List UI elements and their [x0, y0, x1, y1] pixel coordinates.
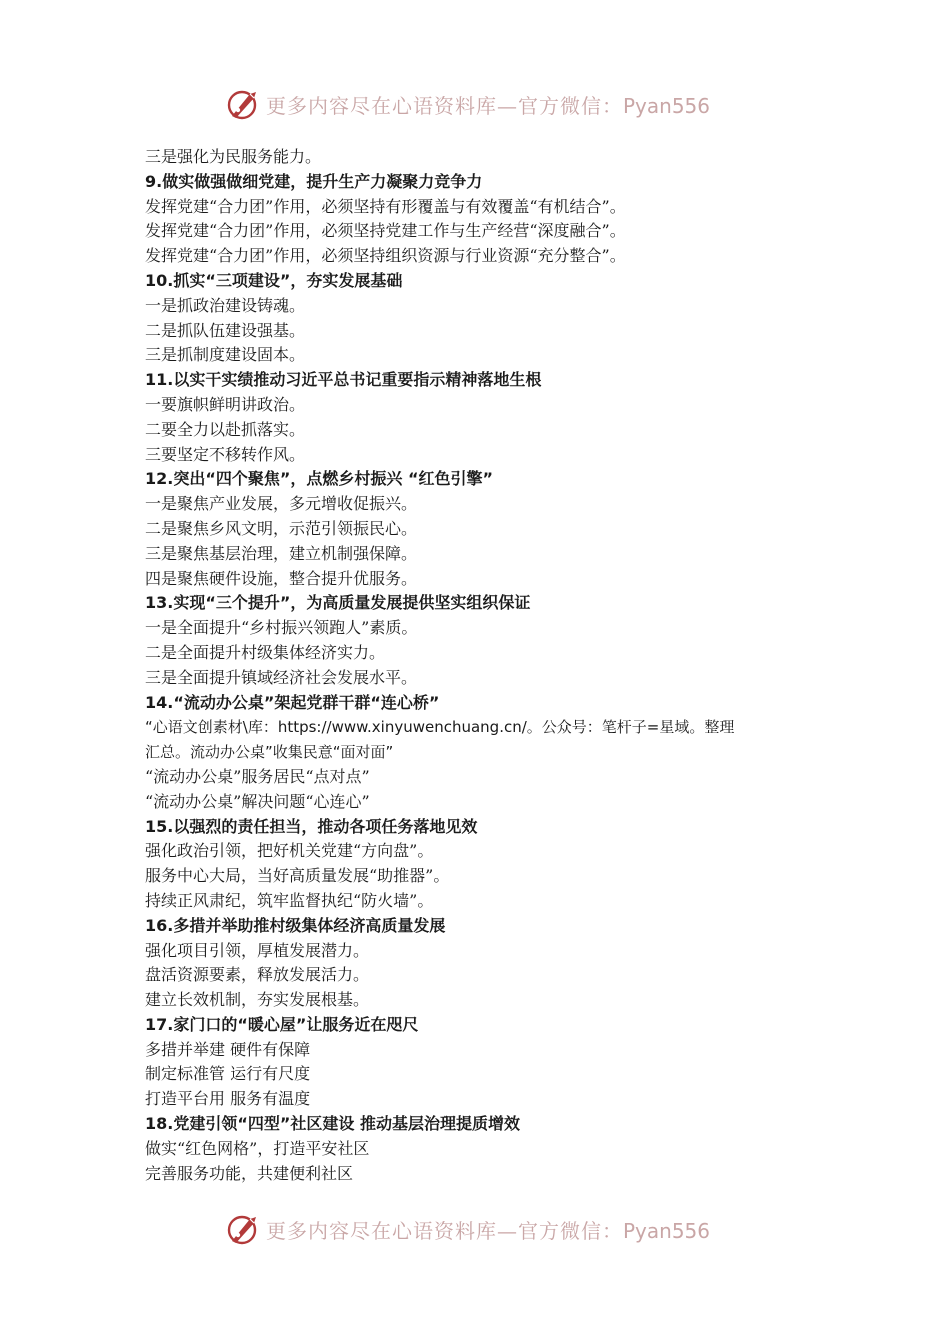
body-line: 三是抓制度建设固本。 — [145, 345, 306, 365]
body-line: 强化项目引领，厚植发展潜力。 — [145, 940, 370, 960]
section-heading: 18.党建引领“四型”社区建设 推动基层治理提质增效 — [145, 1114, 520, 1134]
body-line: 二是全面提升村级集体经济实力。 — [145, 642, 386, 662]
footer-banner — [226, 1207, 746, 1251]
body-line: 三是全面提升镇域经济社会发展水平。 — [145, 667, 418, 687]
body-line: 二是聚焦乡风文明，示范引领振民心。 — [145, 518, 418, 538]
body-line: 三是强化为民服务能力。 — [145, 147, 322, 166]
body-line: 建立长效机制，夯实发展根基。 — [145, 990, 370, 1010]
section-heading: 17.家门口的“暖心屋”让服务近在咫尺 — [145, 1014, 419, 1034]
header-banner-main: 更多内容尽在心语资料库—官方微信： — [266, 93, 623, 118]
footer-banner-main: 更多内容尽在心语资料库—官方微信： — [266, 1218, 623, 1243]
body-line: “流动办公桌”解决问题“心连心” — [145, 791, 370, 811]
body-line: 发挥党建“合力团”作用，必须坚持组织资源与行业资源“充分整合”。 — [145, 246, 626, 266]
body-line: 强化政治引领，把好机关党建“方向盘”。 — [145, 841, 434, 861]
section-heading: 15.以强烈的责任担当，推动各项任务落地见效 — [145, 816, 478, 836]
header-banner-wechat-id: Pyan556 — [623, 93, 711, 118]
section-heading: 12.突出“四个聚焦”，点燃乡村振兴 “红色引擎” — [145, 469, 493, 489]
body-line: 做实“红色网格”，打造平安社区 — [145, 1138, 370, 1158]
body-line: 发挥党建“合力团”作用，必须坚持党建工作与生产经营“深度融合”。 — [145, 221, 626, 241]
section-heading: 9.做实做强做细党建，提升生产力凝聚力竞争力 — [145, 171, 483, 191]
body-line: 一是聚焦产业发展，多元增收促振兴。 — [145, 494, 418, 514]
body-line: 完善服务功能，共建便利社区 — [145, 1163, 354, 1183]
pen-logo-icon — [226, 1211, 262, 1247]
body-line: 制定标准管 运行有尺度 — [145, 1064, 311, 1084]
section-heading: 10.抓实“三项建设”，夯实发展基础 — [145, 270, 403, 290]
body-line: “心语文创素材\库：https://www.xinyuwenchuang.cn/。公众号：笔杆子=星域。整理 — [145, 718, 735, 737]
body-line: 发挥党建“合力团”作用，必须坚持有形覆盖与有效覆盖“有机结合”。 — [145, 196, 626, 216]
body-line: 一是全面提升“乡村振兴领跑人”素质。 — [145, 618, 418, 638]
body-line: 三要坚定不移转作风。 — [145, 444, 306, 464]
body-line: 四是聚焦硬件设施，整合提升优服务。 — [145, 568, 418, 588]
body-line: 多措并举建 硬件有保障 — [145, 1039, 311, 1059]
footer-banner-wechat-id: Pyan556 — [623, 1218, 711, 1243]
section-heading: 13.实现“三个提升”，为高质量发展提供坚实组织保证 — [145, 593, 531, 613]
pen-logo-icon — [226, 86, 262, 122]
document-body — [145, 145, 815, 1186]
section-heading: 16.多措并举助推村级集体经济高质量发展 — [145, 915, 446, 935]
section-heading: 14.“流动办公桌”架起党群干群“连心桥” — [145, 692, 440, 712]
body-line: 盘活资源要素，释放发展活力。 — [145, 965, 370, 985]
body-line: 一是抓政治建设铸魂。 — [145, 295, 306, 315]
section-heading: 11.以实干实绩推动习近平总书记重要指示精神落地生根 — [145, 370, 542, 390]
body-line: 汇总。流动办公桌”收集民意“面对面” — [145, 743, 394, 762]
header-banner-text — [266, 90, 710, 119]
body-line: 打造平台用 服务有温度 — [145, 1089, 311, 1109]
body-line: 持续正风肃纪，筑牢监督执纪“防火墙”。 — [145, 890, 434, 910]
body-line: 二是抓队伍建设强基。 — [145, 320, 306, 340]
header-banner — [226, 82, 746, 126]
body-line: 服务中心大局，当好高质量发展“助推器”。 — [145, 866, 450, 886]
body-line: 三是聚焦基层治理，建立机制强保障。 — [145, 543, 418, 563]
body-line: 一要旗帜鲜明讲政治。 — [145, 394, 306, 414]
footer-banner-text — [266, 1215, 710, 1244]
body-line: 二要全力以赴抓落实。 — [145, 419, 306, 439]
body-line: “流动办公桌”服务居民“点对点” — [145, 766, 370, 786]
